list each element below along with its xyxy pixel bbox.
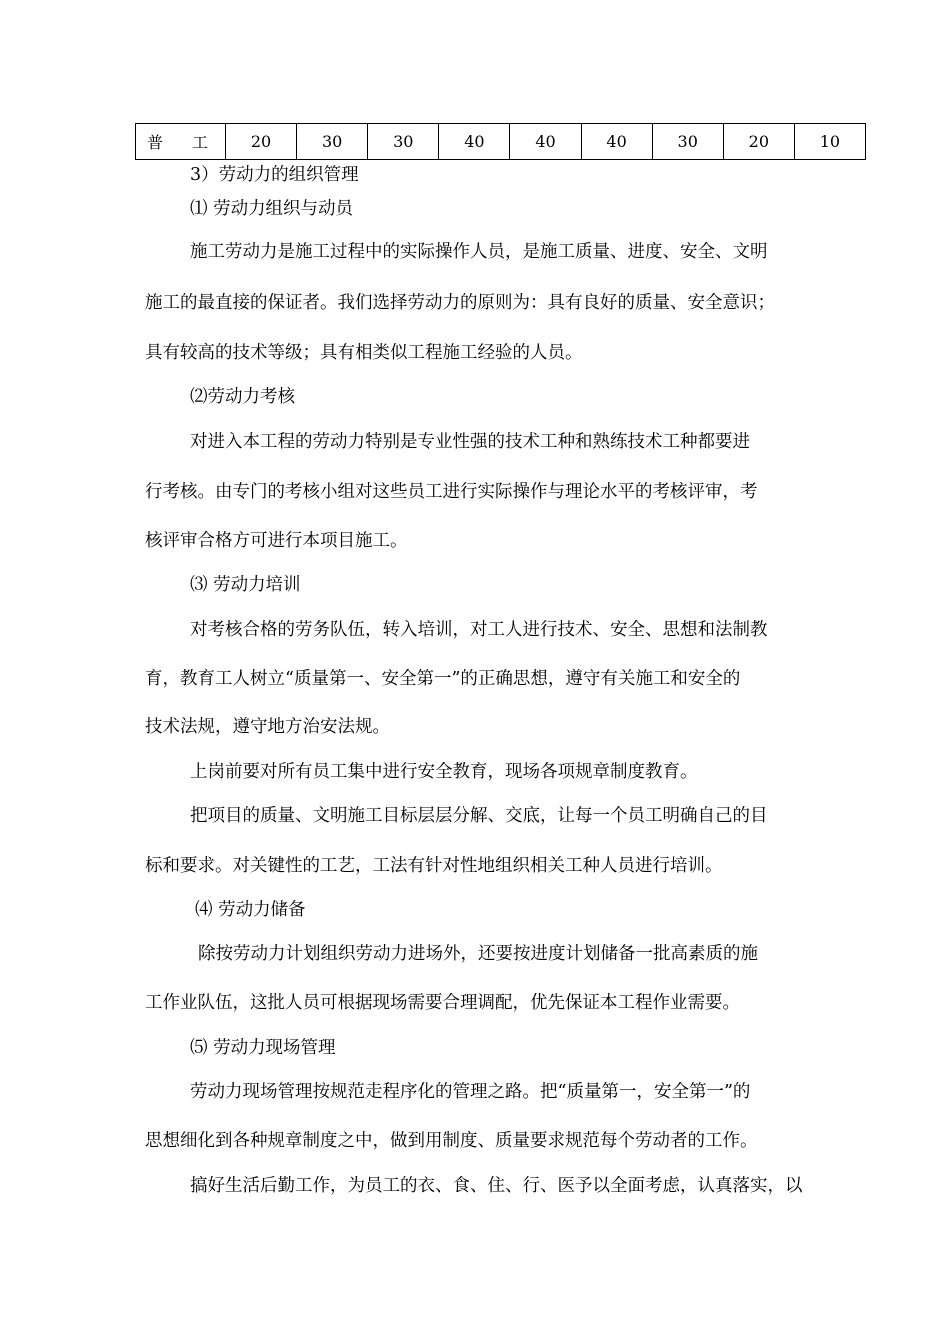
table-cell: 20: [226, 124, 297, 160]
paragraph-line: 核评审合格方可进行本项目施工。: [145, 531, 408, 551]
table-cell: 30: [368, 124, 439, 160]
subsection-title: ⑵劳动力考核: [190, 387, 295, 407]
subsection-title: ⑶ 劳动力培训: [190, 575, 301, 595]
paragraph-line: 工作业队伍，这批人员可根据现场需要合理调配，优先保证本工程作业需要。: [145, 993, 740, 1013]
table-cell: 30: [652, 124, 723, 160]
paragraph-line: 劳动力现场管理按规范走程序化的管理之路。把“质量第一，安全第一”的: [190, 1082, 751, 1102]
section-heading: 3）劳动力的组织管理: [190, 165, 359, 185]
table-row: [136, 124, 866, 160]
paragraph-line: 施工的最直接的保证者。我们选择劳动力的原则为：具有良好的质量、安全意识；: [145, 293, 775, 313]
paragraph-line: 标和要求。对关键性的工艺，工法有针对性地组织相关工种人员进行培训。: [145, 856, 723, 876]
subsection-title: ⑷ 劳动力储备: [195, 900, 306, 920]
paragraph-line: 行考核。由专门的考核小组对这些员工进行实际操作与理论水平的考核评审，考: [145, 482, 758, 502]
subsection-title: ⑸ 劳动力现场管理: [190, 1038, 336, 1058]
labor-table: [135, 123, 866, 160]
table-cell: 40: [510, 124, 581, 160]
subsection-title: ⑴ 劳动力组织与动员: [190, 199, 354, 219]
paragraph-line: 思想细化到各种规章制度之中，做到用制度、质量要求规范每个劳动者的工作。: [145, 1131, 758, 1151]
paragraph-line: 对考核合格的劳务队伍，转入培训，对工人进行技术、安全、思想和法制教: [190, 620, 768, 640]
paragraph-line: 具有较高的技术等级；具有相类似工程施工经验的人员。: [145, 343, 583, 363]
paragraph-line: 把项目的质量、文明施工目标层层分解、交底，让每一个员工明确自己的目: [190, 806, 768, 826]
row-label: 普 工: [136, 124, 226, 160]
paragraph-line: 技术法规，遵守地方治安法规。: [145, 717, 390, 737]
paragraph-line: 上岗前要对所有员工集中进行安全教育，现场各项规章制度教育。: [190, 762, 698, 782]
paragraph-line: 搞好生活后勤工作，为员工的衣、食、住、行、医予以全面考虑，认真落实，以: [190, 1176, 803, 1196]
paragraph-line: 对进入本工程的劳动力特别是专业性强的技术工种和熟练技术工种都要进: [190, 432, 750, 452]
paragraph-line: 施工劳动力是施工过程中的实际操作人员，是施工质量、进度、安全、文明: [190, 242, 768, 262]
table-cell: 10: [794, 124, 865, 160]
paragraph-line: 除按劳动力计划组织劳动力进场外，还要按进度计划储备一批高素质的施: [198, 944, 758, 964]
table-cell: 20: [723, 124, 794, 160]
table-cell: 40: [439, 124, 510, 160]
paragraph-line: 育，教育工人树立“质量第一、安全第一”的正确思想，遵守有关施工和安全的: [145, 669, 741, 689]
table-cell: 30: [297, 124, 368, 160]
table-cell: 40: [581, 124, 652, 160]
